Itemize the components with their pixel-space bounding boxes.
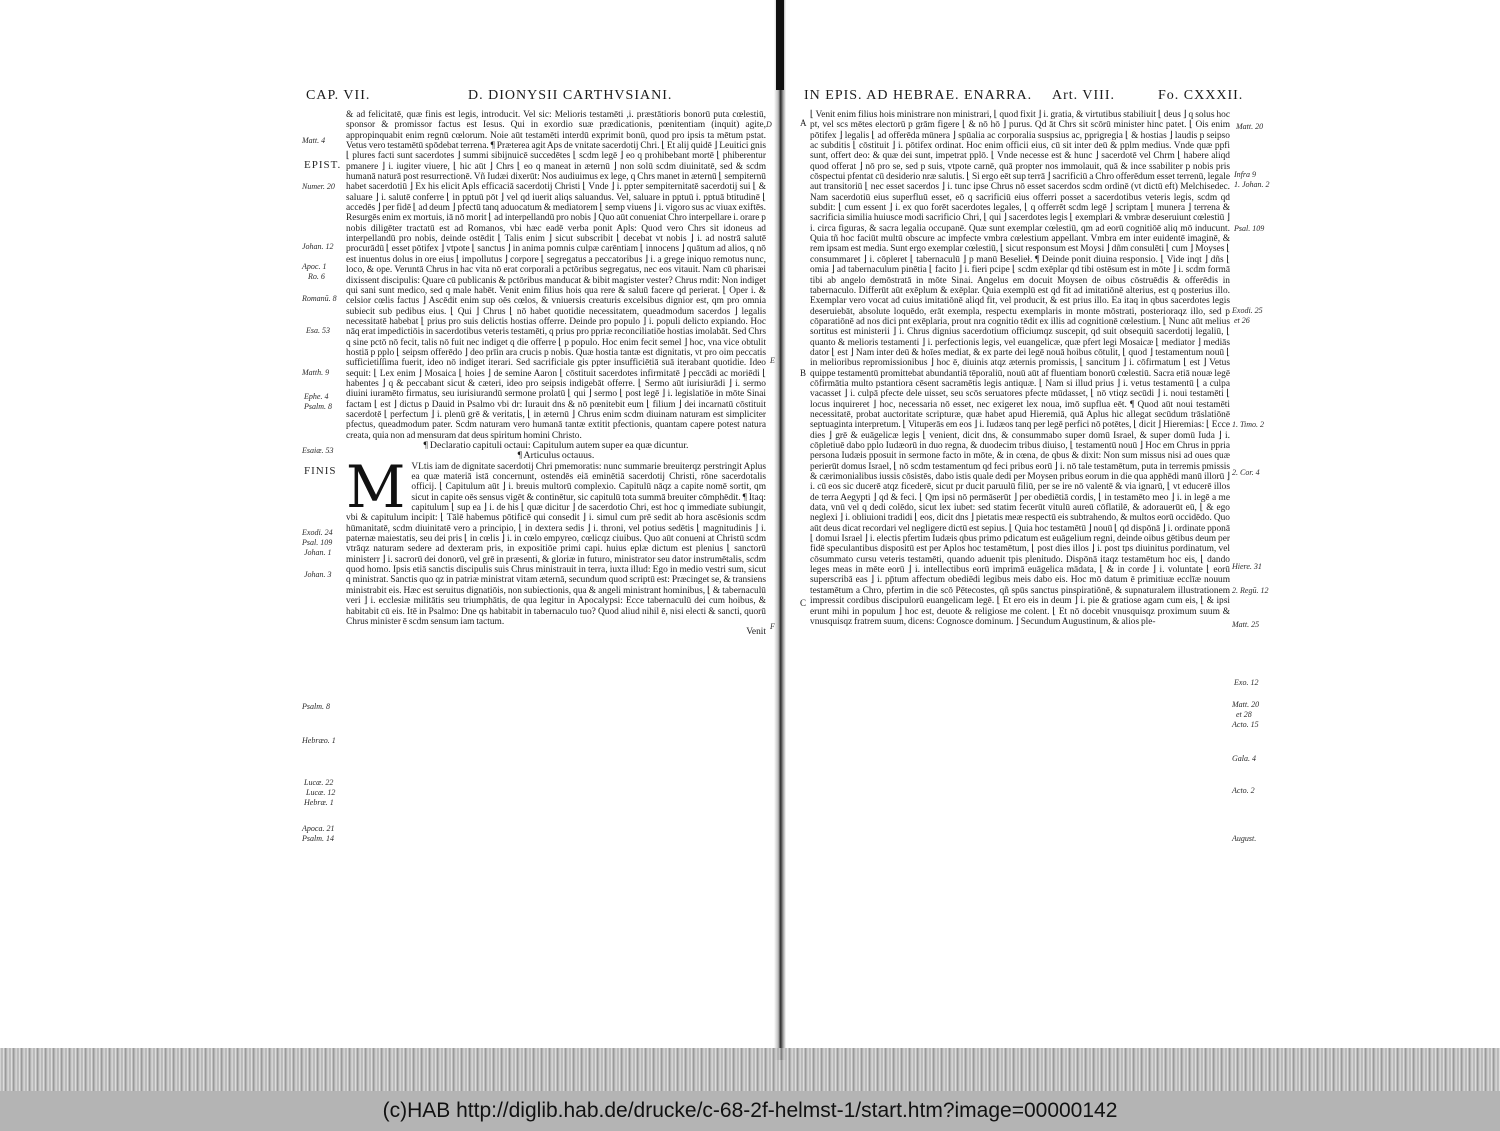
margin-note: Apoc. 1 [302,262,327,271]
footer-bar [0,1091,1500,1131]
margin-note: Johan. 3 [304,570,332,579]
left-body-text [346,110,766,638]
margin-note: Exodi. 24 [302,528,333,537]
margin-note: Psal. 109 [302,538,333,547]
margin-finis: FINIS [304,465,337,477]
margin-note: Exo. 12 [1234,678,1259,687]
left-catchword: Venit [746,627,766,638]
left-paragraph-1: & ad felicitatē, quæ finis est legis, introducit. Vel sic: Melioris testamēti ,i. præstātioris bonorū puta cœlestiū, sponsor & promissor factus est Iesus. Qui in exordio suæ prædicationis, pœnitentiam (inquit) agite, appropinquabit enim regnū cœlorum. Noie aūt testamēti interdū exprimit bonū, quod pro ipsis ta mētum pstat. Vetus vero testamētū spōdebat terrena. ¶ Præterea agit Aps de vnitate sacerdotij Chri. ⌊ Et alij quidē ⌋ Leuitici gnis ⌊ plures facti sunt sacerdotes ⌋ summi sibijnuicē succedētes ⌊ scdm legē ⌋ eo q prohibebant mortē ⌊ phiberentur pmanere ⌋ i. iugiter viuere, ⌊ hic aūt ⌋ Chrs ⌊ eo q maneat in æternū ⌋ non solū scdm diuinitatē, sed & scdm humanā naturā post resurrectionē. Vñ Iudæi dixerūt: Nos audiuimus ex lege, q Chrs manet in æternū ⌊ sempiternū habet sacerdotiū ⌋ Ex his elicit Apls efficaciā sacerdotij Christi ⌊ Vnde ⌋ i. ppter sempiternitatē sacerdotij sui ⌊ & saluare ⌋ i. salutē conferre ⌊ in pptuū pōt ⌋ vel qd iuerit aliqs saluandus. Vel, saluare in pptuū i. pptuā btitudinē ⌊ accedēs ⌋ per fidē ⌊ ad deum ⌋ pfectū tanq aduocatum & mediatorem ⌊ semp viuens ⌋ i. vigoro sus ac viuax exiftēs. Resurgēs enim ex mortuis, iā nō morit ⌊ ad interpellandū pro nobis ⌋ Quo aūt conueniat Chro interpellare i. orare p nobis diligēter tractatū est ad Romanos, vbi hæc eadē verba ponit Apls: Quod vero Chrs sit idoneus ad interpellandū pro nobis, deinde ostēdit ⌊ Talis enim ⌋ sicut subscribit ⌊ decebat vt nobis ⌋ i. ad nostrā salutē procurādū ⌊ esset pōtifex ⌋ vtpote ⌊ sanctus ⌋ in anima pomnis culpæ carēntiam ⌊ innocens ⌋ quātum ad alios, q nō est inuentus dolus in ore eius ⌊ impollutus ⌋ corpore ⌊ segregatus a peccatoribus ⌋ i. a grege iniquo remotus nunc, loco, & ope. Veruntā Chrus in hac vita nō erat corporali a pctōribus segregatus, nec eos vitauit. Nam cū pharisæi dixissent discipulis: Quare cū publicanis & pctōribus manducat & bibit magister vester? Chrus rndit: Non indiget qui sani sunt medico, sed q male habēt. Venit enim filius hois qua rere & saluū facere qd perierat. ⌊ Oper i. & celsior cœlis factus ⌋ Ascēdit enim sup oēs cœlos, & vniuersis creaturis excelsibus dignior est, qm pro omnia subiecit sub pedibus eius. ⌊ Qui ⌋ Chrus ⌊ nō habet quotidie necessitatem, queadmodum sacerdos ⌋ legalis necessitatē habebat ⌊ prius pro suis delictis hostias offerre. Deinde pro populo ⌋ i. populi delicto expiando. Hoc nāq erat impedictiōis in sacerdotibus veteris testamēti, q prius pro ppriæ reconciliatiōe hostias imolabāt. Sed Chrs q sine pctō nō fecit, talis nō fuit nec indiget q die offerre ⌊ p populo. Hoc enim fecit semel ⌋ hoc, vna vice obtulit hostiā p pplo ⌊ seipsm offerēdo ⌋ deo prīin ara crucis p nobis. Quæ hostia tantæ est dignitatis, vt pro oim peccatis sufficietiſſima fuerit, ideo nō indiget iterari. Sed sacrificiale gis ppter insufficiētiā suā iterabant quotidie. Ideo sequit: ⌊ Lex enim ⌋ Mosaica ⌊ hoies ⌋ de semine Aaron ⌊ cōstituit sacerdotes infirmitatē ⌋ peccādi ac moriēdi ⌊ habentes ⌋ q & peccabant sicut & cæteri, ideo pro seipsis indigebāt offerre. ⌊ Sermo aūt iurisiurādi ⌋ i. sermo diuini iuramēto firmatus, seu iurisiurandū sermone prolatū ⌊ qui ⌋ sermo ⌊ post legē ⌋ i. legislatiōe in mōte Sinai factam ⌊ est ⌋ dictus p Dauid in Psalmo vbi dr: Iurauit dns & nō pœnitebit eum ⌊ filium ⌋ dei incarnatū cōstituit sacerdotē ⌊ perfectum ⌋ i. plenū grē & veritatis, ⌊ in æternū ⌋ Chrus enim scdm diuinam naturam est simpliciter pfectus, queadmodum pater. Scdm naturam vero humanā tantæ extitit pfectionis, quantam capere potest natura creata, quia non ad mensuram dat deus spiritum homini Christo. [346,110,766,441]
margin-note: Psal. 109 [1234,224,1265,233]
folio-number: Fo. CXXXII. [1158,88,1244,103]
margin-note: Psalm. 8 [302,702,330,711]
left-paragraph-2: VLtis iam de dignitate sacerdotij Chri pmemoratis: nunc summarie breuiterqz perstringit Aplus ea quæ materiā istā concernunt, ostendēs eiā eminētiā sacerdotij Christi, rōne sacerdotalis officij. ⌊ Capitulum aūt ⌋ i. breuis multorū complexio. Capitulū nāqz a capite nomē sortit, qm sicut in capite oēs sensus vigēt & continētur, sic capitulū tota summā breuiter cōmphēdit. ¶ Itaq: capitulum ⌊ sup ea ⌋ i. de his ⌊ quæ dicitur ⌋ de sacerdotio Chri, est hoc q immediate subiungit, vbi & capitulum incipit: ⌊ Tālē habemus pōtificē qui consedit ⌋ i. simul cum prē sedit ab hora ascēsionis scdm hūmanitatē, scdm diuinitatē vero a principio, ⌊ in dextera sedis ⌋ i. throni, vel potius sedētis ⌊ magnitudinis ⌋ i. paternæ maiestatis, seu dei pris ⌊ in cœlis ⌋ i. in cœlo empyreo, cœlicqz ciuibus. Quo aūt conueni at Christū scdm vtrāqz naturam sedere ad dexteram pris, in expositiōe primi capi. huius eplæ dictum est plenius ⌊ sanctorū ministerr ⌋ i. sacrorū dei donorū, vel grē in præsenti, & gloriæ in futuro, ministrator seu dator instrumētalis, scdm quod homo. Ipsis etiā sanctis discipulis suis Chrus ministrauit in terra, iuxta illud: Ego in medio vestri sum, sicut q ministrat. Sanctis quo qz in patriæ ministrat vitam æternā, secundum quod scriptū est: Præcinget se, & transiens ministrabit eis. Hæc est seruitus dignatiōis, non subiectionis, qua & angeli ministrant hominibus, ⌊ & tabernaculū veri ⌋ i. ecclesiæ militātis seu triumphātis, de qua legitur in Apocalypsi: Ecce tabernaculū dei cum hoibus, & habitabit cū eis. Itē in Psalmo: Dne qs habitabit in tabernaculo tuo? Quod aliud nihil ē, nisi electi & sancti, quorū Chrus minister ē scdm sensum iam tactum. [346,461,766,627]
margin-note: Psalm. 8 [304,402,332,411]
left-page [300,88,775,843]
book-title: IN EPIS. AD HEBRAE. ENARRA. [804,88,1033,103]
margin-note: Matt. 20 [1232,700,1260,709]
article-heading: ¶ Articulus octauus. [517,450,595,462]
margin-note: Acto. 2 [1232,786,1255,795]
dropcap-initial: M [346,452,406,521]
margin-letter: E [770,356,775,365]
margin-note: 2. Cor. 4 [1232,468,1260,477]
margin-note: Esa. 53 [306,326,330,335]
section-letter-c: C [800,598,807,608]
margin-note: Matth. 9 [302,368,330,377]
margin-note: Hebræo. 1 [302,736,336,745]
margin-note: Ro. 6 [308,272,325,281]
section-letter-a: A [800,118,807,128]
margin-note: Hebræ. 1 [304,798,334,807]
section-letter-b: B [800,368,807,378]
scanner-edge [0,1048,1500,1092]
margin-letter: D [766,120,772,129]
margin-note: 2. Regū. 12 [1232,586,1269,595]
margin-note: 1. Timo. 2 [1232,420,1265,429]
margin-note: Exodi. 25 [1232,306,1263,315]
copyright-credit: (c)HAB http://diglib.hab.de/drucke/c-68-2f-helmst-1/start.htm?image=00000142 [382,1099,1118,1122]
margin-note: Romanū. 8 [302,294,337,303]
margin-note: August. [1232,834,1257,843]
author-title: D. DIONYSII CARTHVSIANI. [468,88,673,103]
margin-note: Numer. 20 [302,182,335,191]
binding-shadow [776,0,784,90]
margin-note: Gala. 4 [1232,754,1256,763]
margin-note: Matt. 25 [1232,620,1260,629]
margin-note: Apoca. 21 [302,824,335,833]
book-gutter [774,0,786,1060]
margin-letter: F [770,622,775,631]
margin-note: Johan. 12 [302,242,334,251]
left-running-head [300,88,770,108]
right-running-head [796,88,1246,108]
margin-note: Psalm. 14 [302,834,334,843]
margin-note: Esaiæ. 53 [302,446,334,455]
right-paragraph-1: ⌊ Venit enim filius hois ministrare non ministrari, ⌊ quod fixit ⌋ i. gratia, & virtutibus stabiliuit ⌊ deus ⌋ q solus hoc pt, vel scs mētes electorū p grām figere ⌊ & nō hō ⌋ purus. Qd āt Chrs sit scōrū minister hinc patet. ⌊ Ois enim pōtifex ⌋ legalis ⌊ ad offerēda mūnera ⌋ spūalia ac corporalia suspsius ac, pprigregia ⌊ & hostias ⌋ laudis p seipso ac subditis ⌊ cōstituit ⌋ i. pōtifex ordinat. Hoc enim officii eius, cū sit inter deū & pplm medius. Vnde quæ ppfi sunt, offert deo: & quæ dei sunt, impetrat pplō. ⌊ Vnde necesse est & hunc ⌋ sacerdotē vel Chrm ⌊ habere aliqd quod offerat ⌋ nō pro se, sed p suis, vtpote carnē, quā propter nos immolauit, quā & ince ssabiliter p nobis pris cōspectui pfentat cū desiderio nræ salutis. ⌊ Si ergo eēt sup terrā ⌋ sacrificiū a Chro offerēdum esset terrenū, legale aut transitoriū ⌊ nec esset sacerdos ⌋ i. tunc ipse Chrus nō esset sacerdos scdm ordinē (vt dictū eft) Melchisedec. Nam sacerdotiū eius superfluū esset, eō q sacrificiū eius offerri posset a sacerdotibus veteris legis, scdm qd subdit: ⌊ cum essent ⌋ i. ex quo forēt sacerdotes legales, ⌊ q offerrēt scdm legē ⌋ scriptam ⌊ munera ⌋ terrena & sacrificia similia huiusce modi sacrificio Chri, ⌊ qui ⌋ sacerdotes legis ⌊ exemplari & vmbræ deseruiunt cœlestiū ⌋ i. circa figuras, & sacra legalia occupanē. Quæ sunt exemplar cœlestiū, qm ad eorū cognitiōē aliq mō inducunt. Quia tñ hoc faciūt multū obscure ac impfecte vmbra cœlestium appellant. Vmbra em inter euidentē imaginē, & rem ipsam est media. Sunt ergo exemplar cœlestiū, ⌊ sicut responsum est Moysi ⌋ dñm consulēti ⌊ cum ⌋ Moyses ⌊ consummaret ⌋ i. cōpleret ⌊ tabernaculū ⌋ p manū Beselieł. ¶ Deinde ponit diuina responsio. ⌊ Vide inqt ⌋ dñs ⌊ omia ⌋ ad tabernaculum pinētia ⌊ facito ⌋ i. fieri pcipe ⌊ scdm exēplar qd tibi ostēsum est in mōte ⌋ i. scdm formā tibi ab angelo demōstratā in mōte Sinai. Angelus em docuit Moysen de oibus cōstruēdis & offerēdis in tabernaculo. Differūt aūt exēplum & exēplar. Quia exemplū est qd fit ad imitatiōnē alterius, est q posterius illo. Exemplar vero vocat ad cuius imitatiōnē aliqd fit, vel producit, & est prius illo. Ea itaq in qbus sacerdotes legis deseruiebāt, absolute loquēdo, erāt exempla, respectu exemplaris in monte mōstrati, posterioraqz illo, sed p cōparatiōnē ad nos dici pnt exēplaria, prout nra cognitio tēdit ex illis ad cognitionē cœlestium. ⌊ Nunc aūt melius sortitus est ministerii ⌋ i. Chrus dignius sacerdotium officiumqz suscepit, qd suit obsequiū sacerdotij legaliū, ⌊ quanto & melioris testamenti ⌋ i. perfectionis legis, vel euangelicæ, quæ pfert legi Mosaicæ ⌊ mediator ⌋ mediās dator ⌊ est ⌋ Nam inter deū & hoīes mediat, & ex parte dei legē nouā hoibus cōtulit, ⌊ quod ⌋ testamentum nouū ⌊ in melioribus repromissionibus ⌋ hoc ē, diuinis atqz æternis promissis, ⌊ sancitum ⌋ i. cōfirmatum ⌊ est ⌋ Vetus quippe testamentū promittebat abundantiā tēporaliū, nouū aūt af fluentiam bonorū cœlestiū. Sacra etiā nouæ legē cōfirmātia multo pstantiora cēsent sacramētis legis antiquæ. ⌊ Nam si illud prius ⌋ i. vetus testamentū ⌊ a culpa vacasset ⌋ i. culpā pfecte dele uisset, seu scōs seruatores pfecte mūdasset, ⌊ nō vtiqz secūdi ⌋ i. noui testamēti ⌊ locus inquireret ⌋ hoc, necessaria nō esset, nec exigeret lex noua, imō supflua eēt. ¶ Quod aūt noui testamēti necessitatē, probat auctoritate scripturæ, quæ habet apud Hieremiā, quā Aplus hic allegat secūdum trāslatiōnē septuaginta interpretum. ⌊ Vituperās em eos ⌋ i. Iudæos tanq per legē perfici nō potētes, ⌊ dicit ⌋ Hieremias: ⌊ Ecce dies ⌋ grē & euāgelicæ legis ⌊ venient, dicit dns, & consummabo super domū Israel, & super domū Iuda ⌋ i. cōpletiuē dabo pplo Iudæorū in duo regna, & duodecim tribus diuiso, ⌊ testamentū nouū ⌋ Hoc em Chrus in ppria persona Iudæis pposuit in sermone facto in mōte, & in cœna, de qbus & dixit: Non sum missus nisi ad oues quæ perierūt domus Israel, ⌊ nō scdm testamentum qd feci pribus eorū ⌋ i. nō tale testamētum, puta in terremis pmissis & cærimonialibus iussis cōsistēs, dabo istis quale dedi per Moysen pribus eorum in die qua apphēdi manū illorū ⌋ i. cū eos sic ducerē atqz ficederē, sicut pr ducit paruulū filiū, per se ire nō valentē & via ignarū, ⌊ vt educerē illos de terra Aegypti ⌋ qd & feci. ⌊ Qm ipsi nō permāserūt ⌋ per obediētiā cordis, ⌊ in testamēto meo ⌋ i. in legē a me data, vnū vel q dedi colēdo, sicut lex iubet: sed statim fecerūt vitulū aureū cōflatilē, & adorauerūt eū, ⌊ & ego neglexi ⌋ i. obliuioni tradidi ⌊ eos, dicit dns ⌋ pietatis meæ respectū eis subtrahendo, & multos eorū occidēdo. Quo aūt deus dicat recordari vel negligere dictū est sepius. ⌊ Quia hoc testamētū ⌋ nouū ⌊ qd dispōnā ⌋ i. ordinate pponā ⌊ domui Israel ⌋ i. electis pfertim Iudæis qbus primo pdicatum est euāgelium regni, deinde oibus gētibus deum per fidē speculantibus dispositū est per Aplos hoc testamētum, ⌊ post dies illos ⌋ i. post tps diuinitus pordinatum, vel cōsummato cursu veteris testamēti, quando aduenit tpis plenitudo. Dispōnā itaqz testamētum hoc eis, ⌊ dando leges meas in mēte eorū ⌋ i. intellectibus eorū imprimā euāgelica mādata, ⌊ & in corde ⌋ i. voluntate ⌊ eorū superscribā eas ⌋ i. pp̄tum affectum obediēdi legibus meis dabo eis. Hoc mō datum ē primitiuæ ecclīæ nouum testamētum a Chro, pfertim in die scō Pētecostes, qñ spūs sanctus pinspiratiōnē, & supnaturalem illustrationem impressit cordibus discipulorū euangelicam legē. ⌊ Et ero eis in deum ⌋ i. pie & gratiose agam cum eis, ⌊ & ipsi erunt mihi in populum ⌋ hoc est, deuote & religiose me colent. ⌊ Et nō docebit vnusquisqz proximum suum & vnusquisqz fratrem suum, dicens: Cognosce dominum. ⌋ Secundum Augustinum, & alios ple- [810,110,1230,627]
margin-note: Infra 9 [1234,170,1256,179]
margin-note: Lucæ. 12 [306,788,336,797]
right-body-text [810,110,1230,627]
margin-note: Ephe. 4 [304,392,329,401]
article-label: Art. VIII. [1052,88,1116,103]
margin-note: Acto. 15 [1232,720,1259,729]
margin-note: 1. Johan. 2 [1234,180,1270,189]
margin-note: Hiere. 31 [1232,562,1262,571]
margin-epist: EPIST. [304,159,342,171]
margin-note: et 26 [1234,316,1250,325]
chapter-label: CAP. VII. [306,88,371,103]
chapter-declaration-heading: ¶ Declaratio capituli octaui: Capitulum autem super ea quæ dicuntur. [423,440,689,451]
margin-note: Lucæ. 22 [304,778,334,787]
margin-note: Matt. 20 [1236,122,1264,131]
margin-note: et 28 [1236,710,1252,719]
margin-note: Matt. 4 [302,136,326,145]
margin-note: Johan. 1 [304,548,332,557]
right-page [796,88,1270,843]
